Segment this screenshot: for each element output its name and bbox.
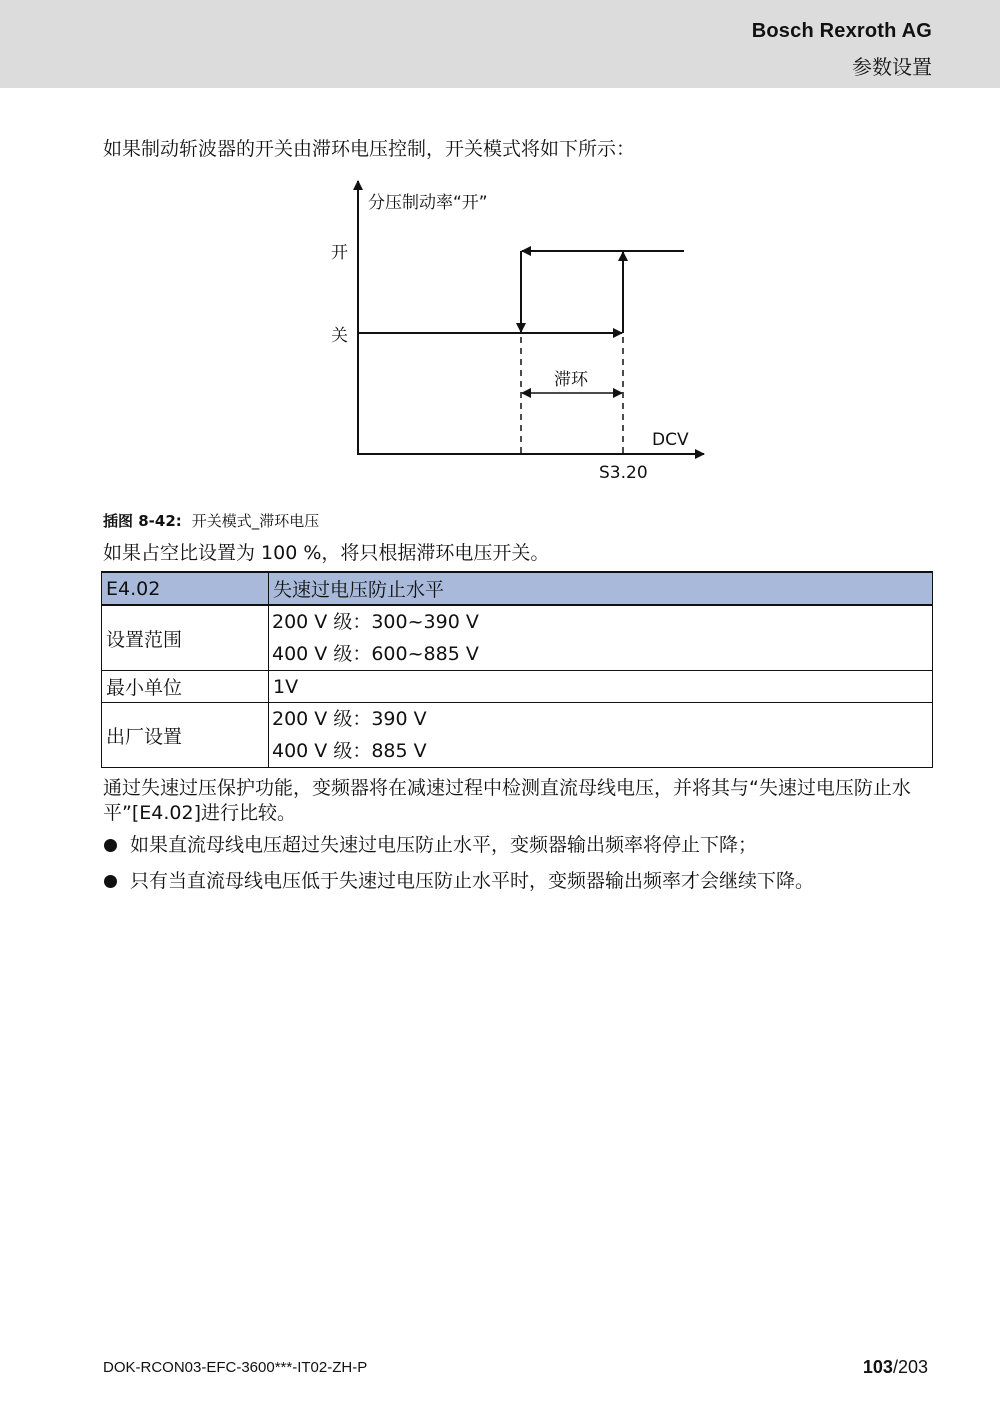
- level-off-label: 关: [331, 326, 348, 346]
- page-total: /203: [892, 1357, 928, 1377]
- bullet-list: [103, 832, 814, 904]
- table-row: [102, 671, 933, 703]
- figure-number: 插图 8-42:: [103, 512, 182, 530]
- param-code: E4.02: [102, 572, 269, 605]
- y-axis-label: 分压制动率“开”: [368, 193, 488, 213]
- hysteresis-diagram: [320, 175, 720, 490]
- page-current: 103: [862, 1357, 893, 1377]
- row-value: 400 V 级：600~885 V: [272, 643, 479, 665]
- list-item: [103, 832, 814, 868]
- row-value: 1V: [269, 671, 933, 703]
- row-value: 200 V 级：300~390 V: [272, 611, 479, 633]
- row-label: 设置范围: [102, 605, 269, 671]
- bullet-icon: [104, 875, 117, 888]
- page-number: [863, 1357, 928, 1378]
- param-name: 失速过电压防止水平: [269, 572, 933, 605]
- x-axis-label: DCV: [652, 430, 689, 450]
- list-item-text: 只有当直流母线电压低于失速过电压防止水平时，变频器输出频率才会继续下降。: [130, 870, 815, 892]
- description-paragraph: 通过失速过压保护功能，变频器将在减速过程中检测直流母线电压，并将其与“失速过电压防止水平”[E4.02]进行比较。: [103, 777, 911, 824]
- level-on-label: 开: [331, 243, 348, 263]
- list-item: [103, 868, 814, 904]
- list-item-text: 如果直流母线电压超过失速过电压防止水平，变频器输出频率将停止下降；: [130, 834, 758, 856]
- table-row: [102, 703, 933, 768]
- page-header: [0, 0, 1000, 88]
- threshold-label: S3.20: [599, 463, 648, 483]
- company-name: Bosch Rexroth AG: [751, 20, 932, 42]
- section-title: 参数设置: [852, 55, 932, 79]
- row-label: 出厂设置: [102, 703, 269, 768]
- document-id: DOK-RCON03-EFC-3600***-IT02-ZH-P: [103, 1359, 368, 1376]
- duty-cycle-note: 如果占空比设置为 100 %，将只根据滞环电压开关。: [103, 542, 550, 564]
- intro-paragraph: 如果制动斩波器的开关由滞环电压控制，开关模式将如下所示：: [103, 138, 636, 160]
- figure-caption: [103, 510, 319, 531]
- table-header-row: [102, 572, 933, 605]
- row-value: 400 V 级：885 V: [272, 740, 427, 762]
- figure-title: 开关模式_滞环电压: [191, 512, 320, 530]
- bullet-icon: [104, 839, 117, 852]
- table-row: [102, 605, 933, 671]
- hysteresis-label: 滞环: [554, 370, 588, 390]
- row-label: 最小单位: [102, 671, 269, 703]
- parameter-table: [101, 571, 933, 768]
- row-value: 200 V 级：390 V: [272, 708, 427, 730]
